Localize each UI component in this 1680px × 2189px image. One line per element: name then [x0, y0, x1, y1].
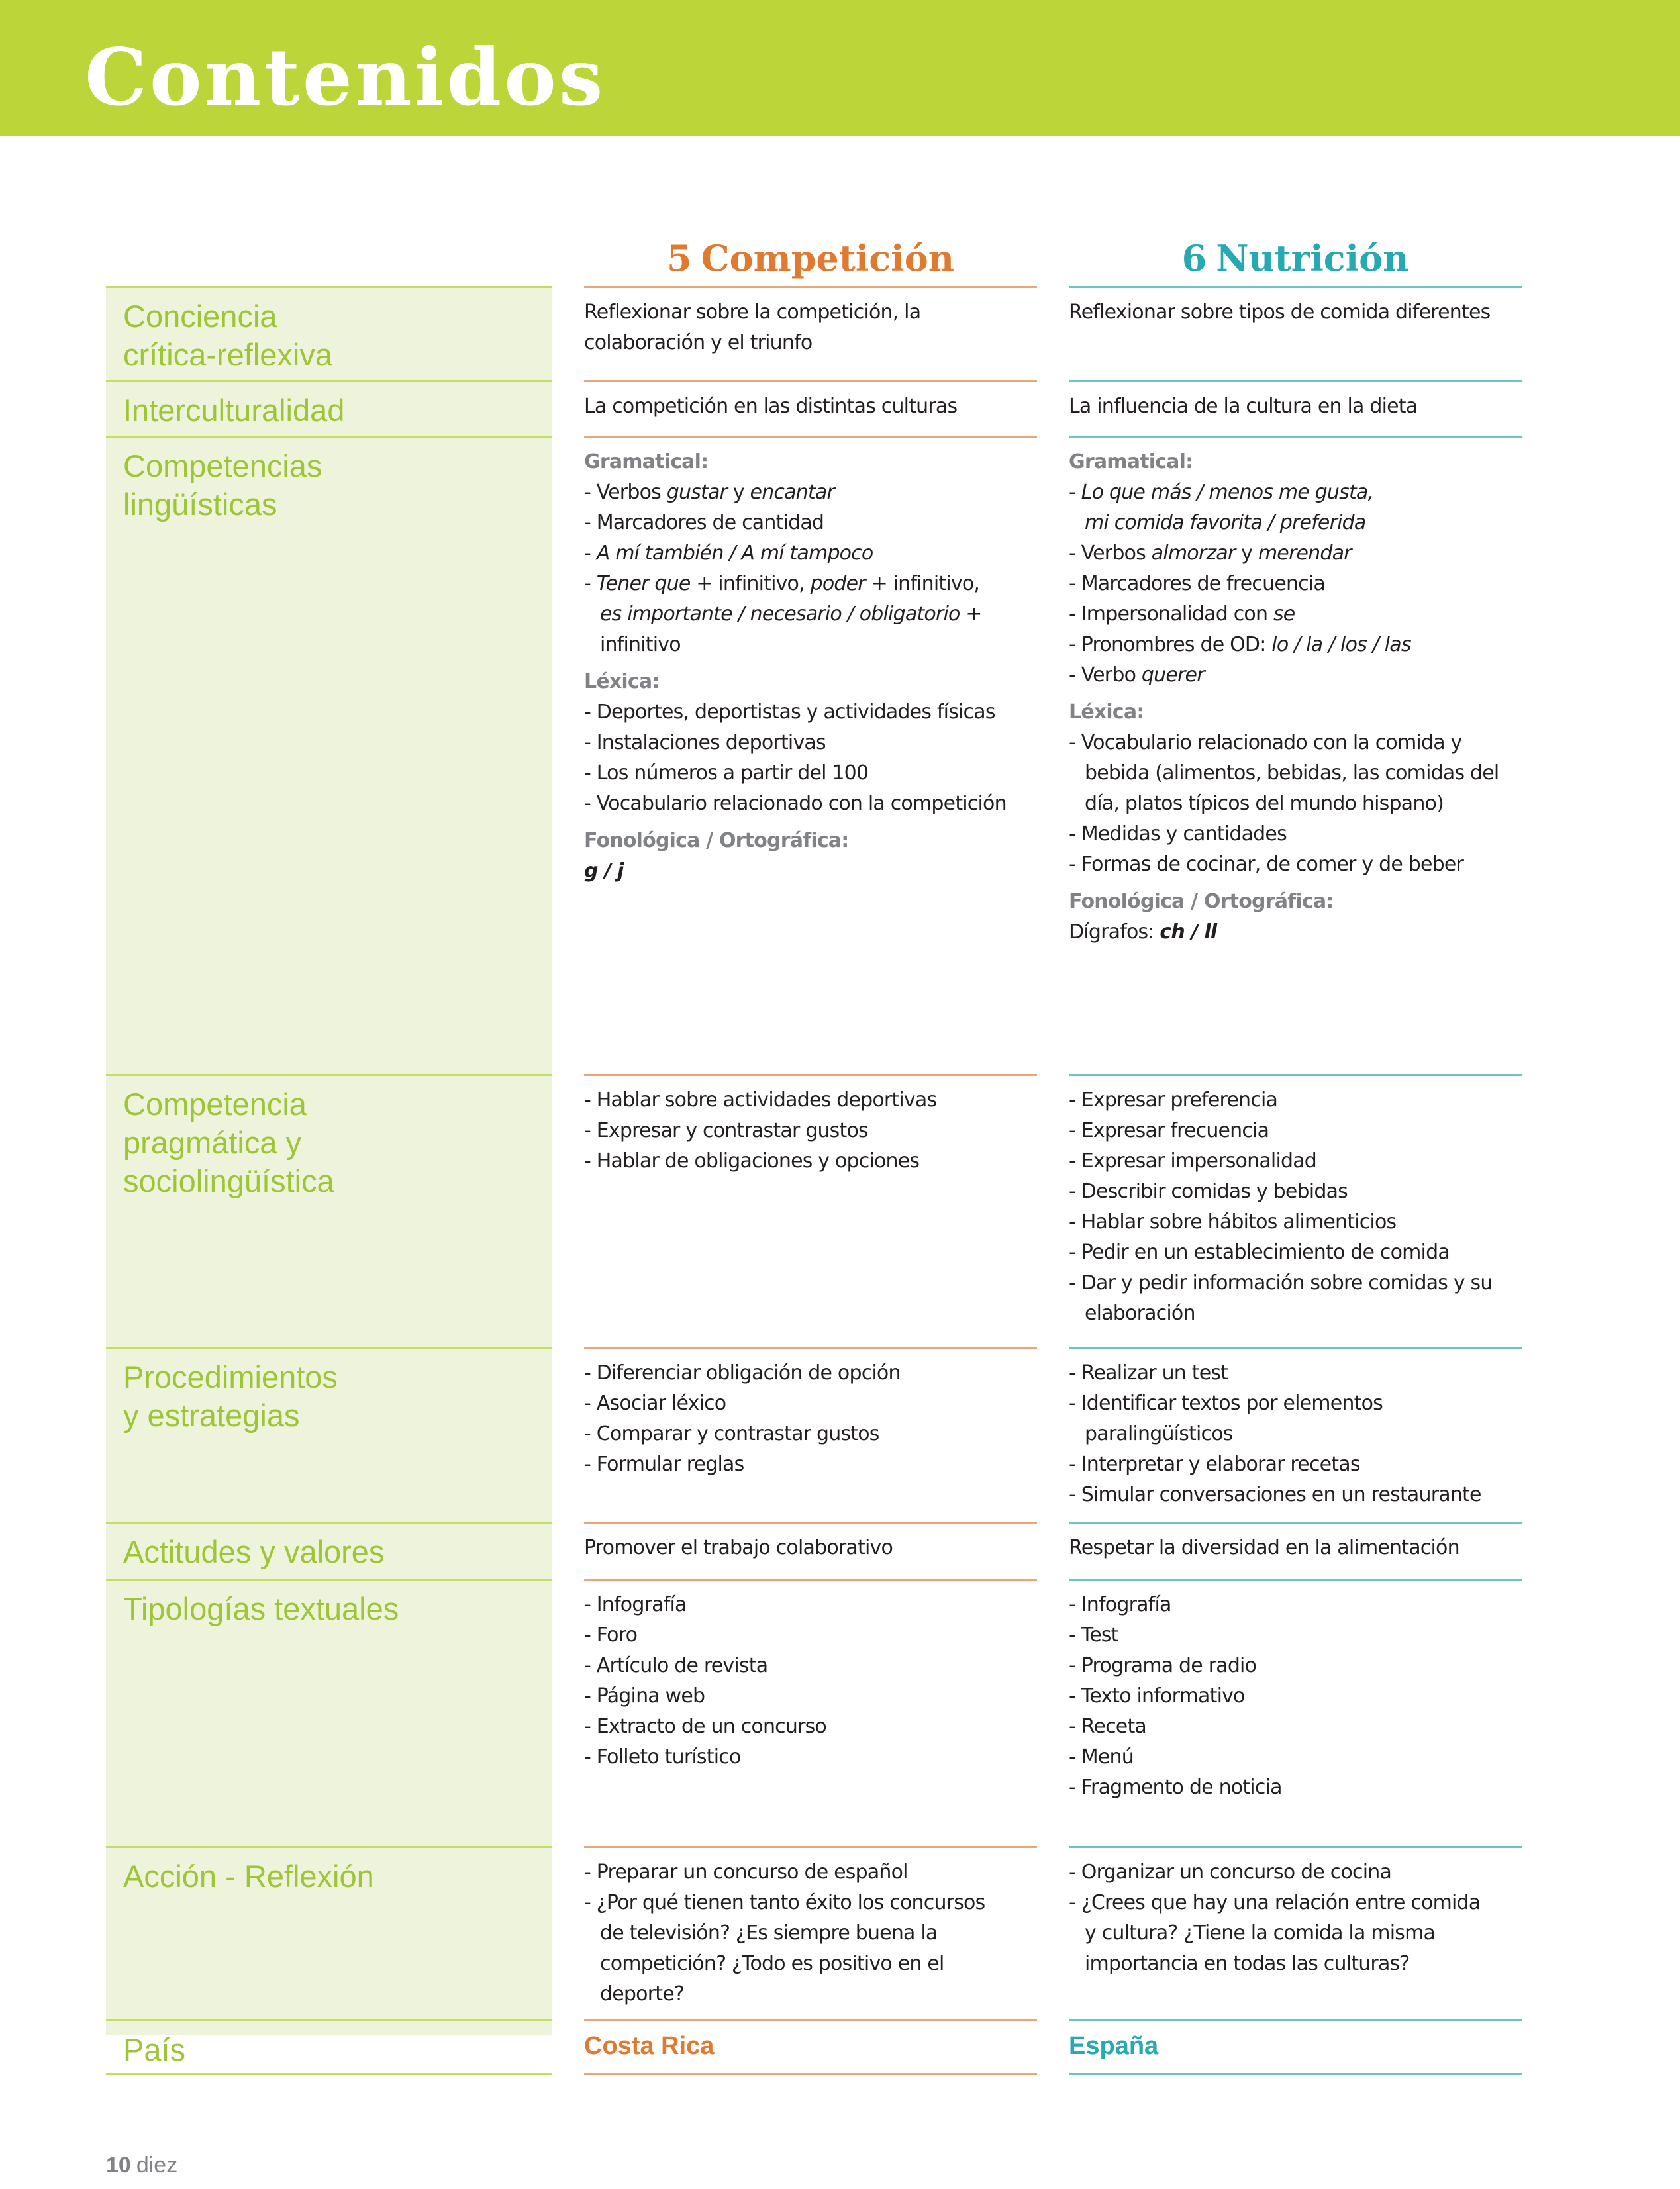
text-line: - Hablar sobre actividades deportivas — [584, 1089, 937, 1112]
u5-pragmatica-cell — [584, 1074, 1037, 1347]
text-line: - Interpretar y elaborar recetas — [1069, 1453, 1360, 1476]
u5-intercultural-cell — [584, 380, 1037, 436]
text-line: - A mí también / A mí tampoco — [584, 542, 873, 565]
u6-pragmatica-cell — [1069, 1074, 1522, 1347]
text-line: - ¿Crees que hay una relación entre comida — [1069, 1891, 1481, 1914]
text-line: - Describir comidas y bebidas — [1069, 1180, 1348, 1203]
text-line: infinitivo — [600, 633, 681, 656]
text-line: - Expresar preferencia — [1069, 1089, 1278, 1112]
text-line: deporte? — [600, 1982, 684, 2006]
text-line: - Marcadores de cantidad — [584, 511, 824, 534]
text-line: - Tener que + infinitivo, poder + infinitivo, — [584, 572, 980, 595]
text-line: La competición en las distintas culturas — [584, 395, 958, 418]
u5-procedimientos-cell — [584, 1347, 1037, 1522]
text-line: - Infografía — [584, 1593, 687, 1616]
text-line: - Hablar sobre hábitos alimenticios — [1069, 1210, 1397, 1234]
label-line: Competencia pragmática y sociolingüística — [123, 1087, 334, 1198]
text-line: - Vocabulario relacionado con la competición — [584, 792, 1007, 815]
section-heading: Fonológica / Ortográfica: — [1069, 890, 1334, 913]
text-line: - Formular reglas — [584, 1453, 744, 1476]
label-line: Conciencia crítica-reflexiva — [123, 299, 333, 372]
text-line: competición? ¿Todo es positivo en el — [600, 1952, 944, 1975]
u6-linguisticas-cell — [1069, 436, 1522, 1074]
text-line: - Infografía — [1069, 1593, 1171, 1616]
label-line: Acción - Reflexión — [123, 1859, 374, 1894]
section-heading: Léxica: — [584, 670, 660, 693]
text-line: Promover el trabajo colaborativo — [584, 1536, 893, 1559]
text-line: - Lo que más / menos me gusta, — [1069, 481, 1374, 504]
text-line: mi comida favorita / preferida — [1085, 511, 1366, 534]
text-line: - Receta — [1069, 1715, 1147, 1738]
u6-procedimientos-cell — [1069, 1347, 1522, 1522]
text-line: bebida (alimentos, bebidas, las comidas del — [1085, 761, 1499, 785]
text-line: - Expresar y contrastar gustos — [584, 1119, 868, 1142]
row-label-pais — [106, 2019, 552, 2075]
text-line: - Comparar y contrastar gustos — [584, 1422, 879, 1445]
text-line: - Asociar léxico — [584, 1392, 726, 1415]
u5-actitudes-cell — [584, 1522, 1037, 1579]
country-name: Costa Rica — [584, 2032, 715, 2060]
text-line: - Texto informativo — [1069, 1684, 1245, 1708]
text-line: - Verbos almorzar y merendar — [1069, 542, 1352, 565]
u6-pais-cell — [1069, 2019, 1522, 2075]
text-line: - Pedir en un establecimiento de comida — [1069, 1241, 1450, 1264]
row-label-linguisticas — [106, 436, 552, 1074]
section-heading: Gramatical: — [1069, 450, 1193, 473]
text-line: - Artículo de revista — [584, 1654, 768, 1677]
row-label-interculturalidad — [106, 380, 552, 436]
text-line: colaboración y el triunfo — [584, 331, 813, 354]
unit-number: 6 — [1181, 237, 1207, 279]
text-line: - Programa de radio — [1069, 1654, 1257, 1677]
text-line: La influencia de la cultura en la dieta — [1069, 395, 1418, 418]
text-line: Reflexionar sobre la competición, la — [584, 301, 921, 324]
text-line: - Impersonalidad con se — [1069, 603, 1295, 626]
text-line: - Los números a partir del 100 — [584, 761, 869, 785]
u5-accion-cell — [584, 1846, 1037, 2019]
row-label-accion — [106, 1846, 552, 2019]
text-line: - Fragmento de noticia — [1069, 1776, 1282, 1799]
text-line: - Dar y pedir información sobre comidas y su — [1069, 1271, 1493, 1294]
text-line: - Organizar un concurso de cocina — [1069, 1861, 1392, 1884]
u6-tipologias-cell — [1069, 1579, 1522, 1846]
text-line: de televisión? ¿Es siempre buena la — [600, 1921, 938, 1945]
text-line: - Extracto de un concurso — [584, 1715, 826, 1738]
text-line: Respetar la diversidad en la alimentación — [1069, 1536, 1459, 1559]
label-line: País — [123, 2032, 186, 2067]
text-line: paralingüísticos — [1085, 1422, 1233, 1445]
page-folio — [106, 2152, 177, 2178]
unit-name: Competición — [701, 237, 954, 279]
row-label-pragmatica — [106, 1074, 552, 1347]
u5-critica-cell — [584, 286, 1037, 380]
text-line: - Hablar de obligaciones y opciones — [584, 1149, 920, 1173]
text-line: - Medidas y cantidades — [1069, 822, 1287, 846]
text-line: - Instalaciones deportivas — [584, 731, 826, 754]
text-line: - Test — [1069, 1624, 1118, 1647]
page-number: 10 — [106, 2153, 131, 2178]
text-line: - Formas de cocinar, de comer y de beber — [1069, 853, 1464, 876]
text-line: - Foro — [584, 1624, 638, 1647]
row-label-critica — [106, 286, 552, 380]
text-line: - Simular conversaciones en un restaurante — [1069, 1483, 1481, 1506]
country-name: España — [1069, 2032, 1159, 2060]
text-line: - Verbos gustar y encantar — [584, 481, 834, 504]
u5-tipologias-cell — [584, 1579, 1037, 1846]
label-line: Procedimientos y estrategias — [123, 1359, 338, 1433]
page-word: diez — [136, 2153, 178, 2178]
text-line: - Deportes, deportistas y actividades físicas — [584, 701, 995, 724]
label-line: Interculturalidad — [123, 393, 345, 428]
text-line: - Menú — [1069, 1745, 1134, 1769]
text-line: y cultura? ¿Tiene la comida la misma — [1085, 1921, 1436, 1945]
section-heading: Léxica: — [1069, 701, 1144, 724]
label-line: Actitudes y valores — [123, 1534, 385, 1569]
text-line: Reflexionar sobre tipos de comida diferentes — [1069, 301, 1491, 324]
u5-pais-cell — [584, 2019, 1037, 2075]
text-line: Dígrafos: ch / ll — [1069, 920, 1217, 944]
text-line: - Vocabulario relacionado con la comida y — [1069, 731, 1462, 754]
unit-number: 5 — [667, 237, 692, 279]
unit-6-title — [1069, 233, 1522, 283]
page-title: Contenidos — [85, 31, 606, 123]
text-line: elaboración — [1085, 1302, 1195, 1325]
text-line: - Expresar impersonalidad — [1069, 1149, 1317, 1173]
text-line: día, platos típicos del mundo hispano) — [1085, 792, 1444, 815]
text-line: - Preparar un concurso de español — [584, 1861, 908, 1884]
text-line: - Pronombres de OD: lo / la / los / las — [1069, 633, 1411, 656]
text-line: - Diferenciar obligación de opción — [584, 1361, 901, 1385]
section-heading: Fonológica / Ortográfica: — [584, 829, 849, 852]
u5-linguisticas-cell — [584, 436, 1037, 1074]
row-label-procedimientos — [106, 1347, 552, 1522]
text-line: - Marcadores de frecuencia — [1069, 572, 1325, 595]
text-line: - Folleto turístico — [584, 1745, 741, 1769]
unit-5-title — [584, 233, 1037, 283]
text-line: - Identificar textos por elementos — [1069, 1392, 1383, 1415]
u6-critica-cell — [1069, 286, 1522, 380]
label-line: Tipologías textuales — [123, 1591, 399, 1626]
u6-accion-cell — [1069, 1846, 1522, 2019]
u6-intercultural-cell — [1069, 380, 1522, 436]
row-label-actitudes — [106, 1522, 552, 1579]
text-line: - Página web — [584, 1684, 705, 1708]
unit-name: Nutrición — [1216, 237, 1409, 279]
text-line: g / j — [584, 859, 624, 883]
row-label-tipologias — [106, 1579, 552, 1846]
u6-actitudes-cell — [1069, 1522, 1522, 1579]
label-line: Competencias lingüísticas — [123, 448, 322, 522]
text-line: es importante / necesario / obligatorio + — [600, 603, 982, 626]
text-line: importancia en todas las culturas? — [1085, 1952, 1410, 1975]
section-heading: Gramatical: — [584, 450, 709, 473]
text-line: - Realizar un test — [1069, 1361, 1228, 1385]
text-line: - Expresar frecuencia — [1069, 1119, 1269, 1142]
text-line: - ¿Por qué tienen tanto éxito los concursos — [584, 1891, 985, 1914]
text-line: - Verbo querer — [1069, 663, 1205, 687]
